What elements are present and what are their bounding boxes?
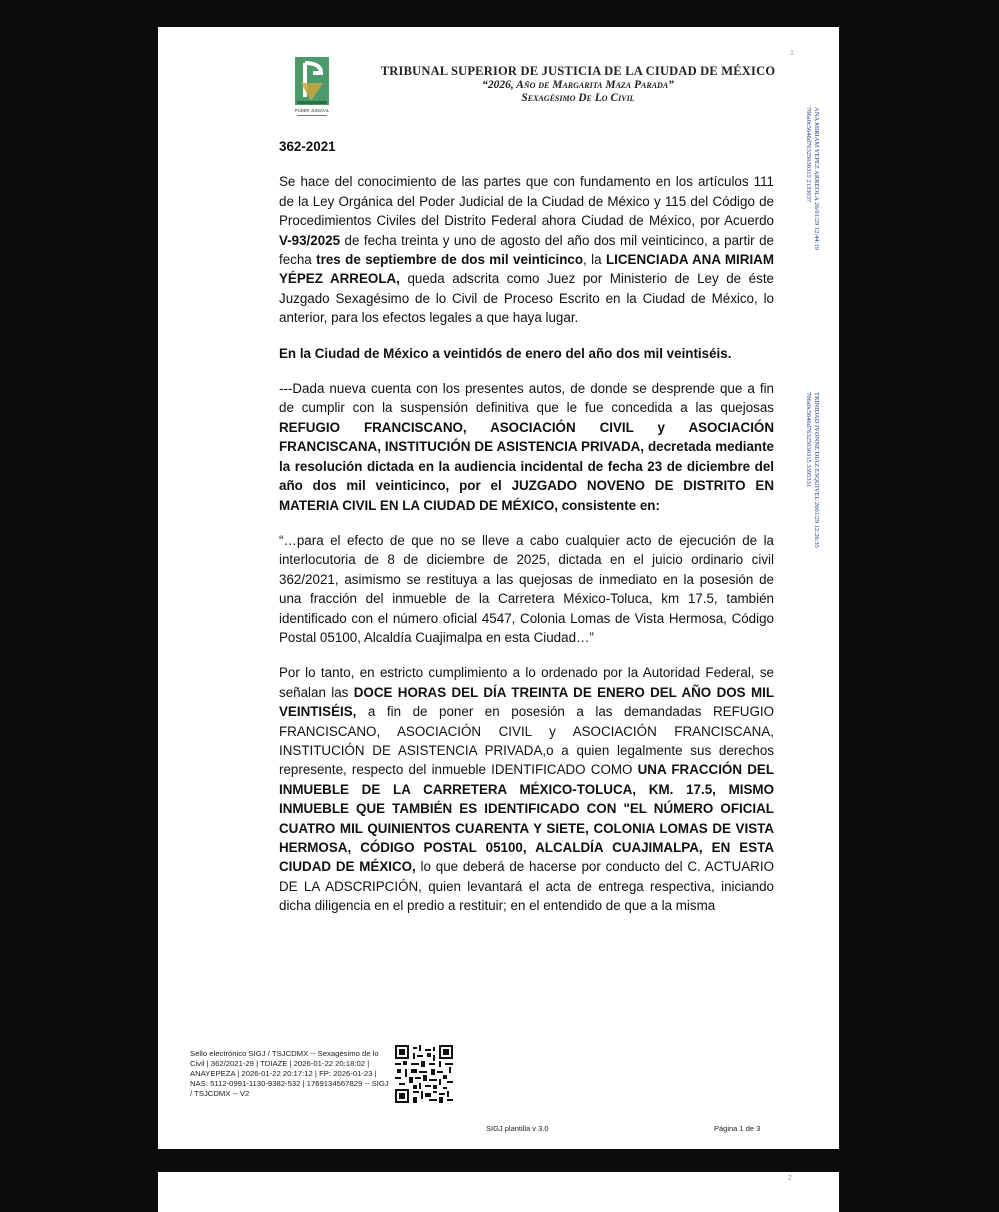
year-motto: “2026, Año de Margarita Maza Parada” [482, 79, 674, 91]
electronic-signature-1: ANA MIRIAM YEPEZ ARREOLA 26/01/29 12:44:19 706a0c5646d76325030315 2133037 [805, 107, 820, 250]
template-version: SIGJ plantilla v 3.0 [486, 1124, 549, 1133]
electronic-signature-2: TRINIDAD IVONNE DIAZ ESQUIVEL 2601/29 12:26:35 706a0c5646d76325030315 3395331 [805, 392, 820, 548]
page-info: Página 1 de 3 [714, 1124, 761, 1133]
paragraph-order: Por lo tanto, en estricto cumplimiento a lo ordenado por la Autoridad Federal, se señalan las DOCE HORAS DEL DÍA TREINTA DE ENERO DEL AÑO DOS MIL VEINTISÉIS, a fin de poner en posesión a las demandadas REFUGIO FRANCISCANO, ASOCIACIÓN CIVIL y ASOCIACIÓN FRANCISCANA, INSTITUCIÓN DE ASISTENCIA PRIVADA,o a quien legalmente sus derechos represente, respecto del inmueble IDENTIFICADO COMO UNA FRACCIÓN DEL INMUEBLE DE LA CARRETERA MÉXICO-TOLUCA, KM. 17.5, MISMO INMUEBLE QUE TAMBIÉN ES IDENTIFICADO CON "EL NÚMERO OFICIAL CUATRO MIL QUINIENTOS CUARENTA Y SIETE, COLONIA LOMAS DE VISTA HERMOSA, CÓDIGO POSTAL 05100, ALCALDÍA CUAJIMALPA, EN ESTA CIUDAD DE MÉXICO, lo que deberá de hacerse por conducto del C. ACTUARIO DE LA ADSCRIPCIÓN, quien levantará el acta de entrega respectiva, iniciando dicha diligencia en el predio a restituir; en el entendido de que a la misma [279, 665, 775, 914]
court-branch: Sexagésimo De Lo Civil [521, 92, 635, 104]
document-page [158, 27, 839, 1149]
court-name: TRIBUNAL SUPERIOR DE JUSTICIA DE LA CIUDAD DE MÉXICO [380, 64, 776, 78]
electronic-seal-text: Sello electrónico SIGJ / TSJCDMX -- Sexagésimo de lo Civil | 362/2021-29 | TDIAZE | 2026-01-22 20:18:02 | ANAYEPEZA | 2026-01-22 20:17:12 | FP: 2026-01-23 | NAS: 5112-0991-1130-9382-532 | 1769134567829 -- SIGJ / TSJCDMX -- V2 [190, 1049, 389, 1098]
case-number: 362-2021 [279, 139, 336, 154]
poder-judicial-logo-icon [291, 57, 333, 125]
page-marker: 1 [790, 50, 794, 57]
next-document-page [158, 1172, 839, 1212]
paragraph-account: ---Dada nueva cuenta con los presentes autos, de donde se desprende que a fin de cumplir con la suspensión definitiva que le fue concedida a las quejosas REFUGIO FRANCISCANO, ASOCIACIÓN CIVIL y ASOCIACIÓN FRANCISCANA, INSTITUCIÓN DE ASISTENCIA PRIVADA, decretada mediante la resolución dictada en la audiencia incidental de fecha 23 de diciembre del año dos mil veinticinco, por el JUZGADO NOVENO DE DISTRITO EN MATERIA CIVIL EN LA CIUDAD DE MÉXICO, consistente en: [279, 381, 774, 513]
document-body [279, 137, 774, 932]
quoted-resolution: “…para el efecto de que no se lleve a cabo cualquier acto de ejecución de la interlocutoria de 8 de diciembre de 2025, dictada en el juicio ordinario civil 362/2021, asimismo se restituya a las quejosas de inmediato en la posesión de una fracción del inmueble de la Carretera México-Toluca, km 17.5, también identificado con el número oficial 4547, Colonia Lomas de Vista Hermosa, Código Postal 05100, Alcaldía Cuajimalpa en esta Ciudad…” [279, 532, 774, 645]
page-marker-2: 2 [788, 1175, 792, 1182]
qr-code-icon [395, 1045, 453, 1103]
court-header [358, 64, 798, 105]
paragraph-assignment: Se hace del conocimiento de las partes que con fundamento en los artículos 111 de la Ley Orgánica del Poder Judicial de la Ciudad de México y 115 del Código de Procedimientos Civiles del Distrito Federal ahora Ciudad de México, por Acuerdo V-93/2025 de fecha treinta y uno de agosto del año dos mil veinticinco, a partir de fecha tres de septiembre de dos mil veinticinco, la LICENCIADA ANA MIRIAM YÉPEZ ARREOLA, queda adscrita como Juez por Ministerio de Ley de éste Juzgado Sexagésimo de lo Civil de Proceso Escrito en la Ciudad de México, lo anterior, para los efectos legales a que haya lugar. [279, 174, 774, 326]
svg-text:PODER JUDICIAL: PODER JUDICIAL [294, 108, 330, 113]
date-line: En la Ciudad de México a veintidós de enero del año dos mil veintiséis. [279, 345, 732, 361]
